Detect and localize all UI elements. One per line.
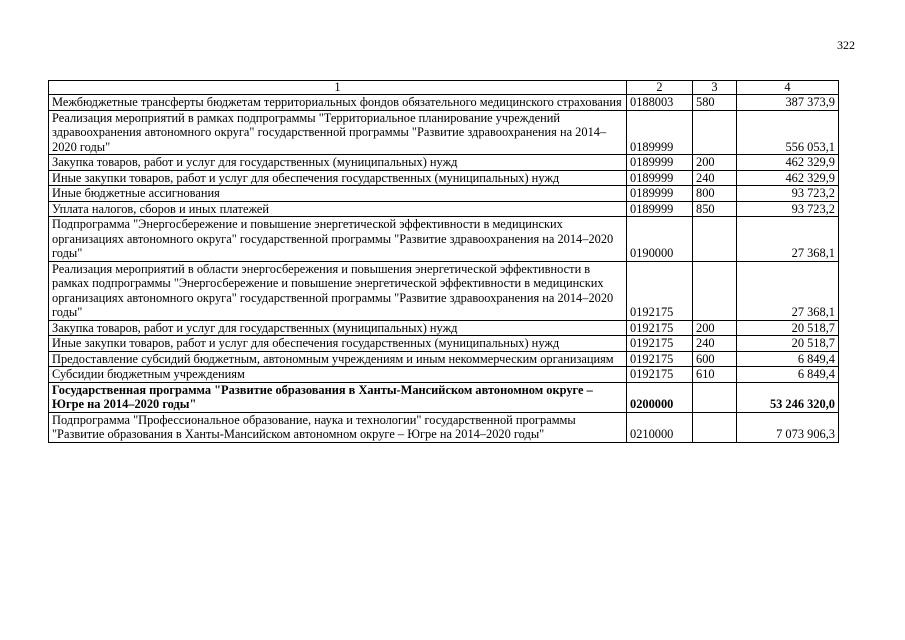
row-kvr-cell: 600 bbox=[693, 351, 737, 367]
row-kvr-cell: 240 bbox=[693, 170, 737, 186]
table-body bbox=[49, 95, 839, 443]
row-code-cell: 0192175 bbox=[627, 261, 693, 320]
row-kvr-cell bbox=[693, 217, 737, 262]
row-kvr-cell: 240 bbox=[693, 336, 737, 352]
row-code-cell: 0192175 bbox=[627, 336, 693, 352]
row-name-cell: Иные закупки товаров, работ и услуг для обеспечения государственных (муниципальных) нужд bbox=[49, 336, 627, 352]
table-header-row bbox=[49, 81, 839, 95]
row-kvr-cell bbox=[693, 412, 737, 442]
row-name-cell: Государственная программа "Развитие образования в Ханты-Мансийском автономном округе – Югре на 2014–2020 годы" bbox=[49, 382, 627, 412]
row-amount-cell: 7 073 906,3 bbox=[737, 412, 839, 442]
row-kvr-cell bbox=[693, 382, 737, 412]
row-code-cell: 0189999 bbox=[627, 201, 693, 217]
row-code-cell: 0188003 bbox=[627, 95, 693, 111]
row-code-cell: 0210000 bbox=[627, 412, 693, 442]
table-row bbox=[49, 367, 839, 383]
column-header-3: 3 bbox=[693, 81, 737, 95]
table-row bbox=[49, 351, 839, 367]
row-kvr-cell: 200 bbox=[693, 155, 737, 171]
row-amount-cell: 6 849,4 bbox=[737, 351, 839, 367]
table-row bbox=[49, 110, 839, 155]
budget-table bbox=[48, 80, 839, 443]
row-kvr-cell: 850 bbox=[693, 201, 737, 217]
row-amount-cell: 27 368,1 bbox=[737, 217, 839, 262]
row-kvr-cell: 610 bbox=[693, 367, 737, 383]
page-number: 322 bbox=[837, 38, 855, 52]
row-name-cell: Уплата налогов, сборов и иных платежей bbox=[49, 201, 627, 217]
row-code-cell: 0189999 bbox=[627, 155, 693, 171]
row-code-cell: 0192175 bbox=[627, 351, 693, 367]
row-amount-cell: 387 373,9 bbox=[737, 95, 839, 111]
row-amount-cell: 556 053,1 bbox=[737, 110, 839, 155]
row-amount-cell: 93 723,2 bbox=[737, 186, 839, 202]
table-row bbox=[49, 95, 839, 111]
row-kvr-cell bbox=[693, 261, 737, 320]
column-header-2: 2 bbox=[627, 81, 693, 95]
row-amount-cell: 462 329,9 bbox=[737, 170, 839, 186]
row-name-cell: Субсидии бюджетным учреждениям bbox=[49, 367, 627, 383]
row-name-cell: Иные бюджетные ассигнования bbox=[49, 186, 627, 202]
row-code-cell: 0192175 bbox=[627, 367, 693, 383]
row-kvr-cell: 580 bbox=[693, 95, 737, 111]
row-code-cell: 0190000 bbox=[627, 217, 693, 262]
row-name-cell: Закупка товаров, работ и услуг для государственных (муниципальных) нужд bbox=[49, 320, 627, 336]
row-name-cell: Предоставление субсидий бюджетным, автономным учреждениям и иным некоммерческим организациям bbox=[49, 351, 627, 367]
row-code-cell: 0189999 bbox=[627, 110, 693, 155]
table-row bbox=[49, 170, 839, 186]
row-amount-cell: 53 246 320,0 bbox=[737, 382, 839, 412]
table-row bbox=[49, 217, 839, 262]
table-row bbox=[49, 201, 839, 217]
table-row bbox=[49, 155, 839, 171]
row-code-cell: 0189999 bbox=[627, 170, 693, 186]
table-row bbox=[49, 412, 839, 442]
row-amount-cell: 6 849,4 bbox=[737, 367, 839, 383]
column-header-4: 4 bbox=[737, 81, 839, 95]
table-row bbox=[49, 186, 839, 202]
row-kvr-cell bbox=[693, 110, 737, 155]
table-row bbox=[49, 320, 839, 336]
column-header-1: 1 bbox=[49, 81, 627, 95]
row-name-cell: Закупка товаров, работ и услуг для государственных (муниципальных) нужд bbox=[49, 155, 627, 171]
row-name-cell: Подпрограмма "Энергосбережение и повышение энергетической эффективности в медицинских организациях автономного округа" государственной программы "Развитие здравоохранения на 2014–2020 годы" bbox=[49, 217, 627, 262]
row-code-cell: 0189999 bbox=[627, 186, 693, 202]
table-row bbox=[49, 382, 839, 412]
row-amount-cell: 20 518,7 bbox=[737, 320, 839, 336]
row-name-cell: Реализация мероприятий в рамках подпрограммы "Территориальное планирование учреждений здравоохранения автономного округа" государственной программы "Развитие здравоохранения на 2014–2020 годы" bbox=[49, 110, 627, 155]
row-kvr-cell: 200 bbox=[693, 320, 737, 336]
row-amount-cell: 27 368,1 bbox=[737, 261, 839, 320]
row-code-cell: 0192175 bbox=[627, 320, 693, 336]
row-amount-cell: 93 723,2 bbox=[737, 201, 839, 217]
table-row bbox=[49, 261, 839, 320]
row-name-cell: Межбюджетные трансферты бюджетам территориальных фондов обязательного медицинского страхования bbox=[49, 95, 627, 111]
row-name-cell: Подпрограмма "Профессиональное образование, наука и технологии" государственной программы "Развитие образования в Ханты-Мансийском автономном округе – Югре на 2014–2020 годы" bbox=[49, 412, 627, 442]
row-name-cell: Иные закупки товаров, работ и услуг для обеспечения государственных (муниципальных) нужд bbox=[49, 170, 627, 186]
row-amount-cell: 462 329,9 bbox=[737, 155, 839, 171]
row-name-cell: Реализация мероприятий в области энергосбережения и повышения энергетической эффективности в рамках подпрограммы "Энергосбережение и повышение энергетической эффективности в медицинских организациях автономного округа" государственной программы "Развитие здравоохранения на 2014–2020 годы" bbox=[49, 261, 627, 320]
table-row bbox=[49, 336, 839, 352]
row-code-cell: 0200000 bbox=[627, 382, 693, 412]
row-kvr-cell: 800 bbox=[693, 186, 737, 202]
row-amount-cell: 20 518,7 bbox=[737, 336, 839, 352]
